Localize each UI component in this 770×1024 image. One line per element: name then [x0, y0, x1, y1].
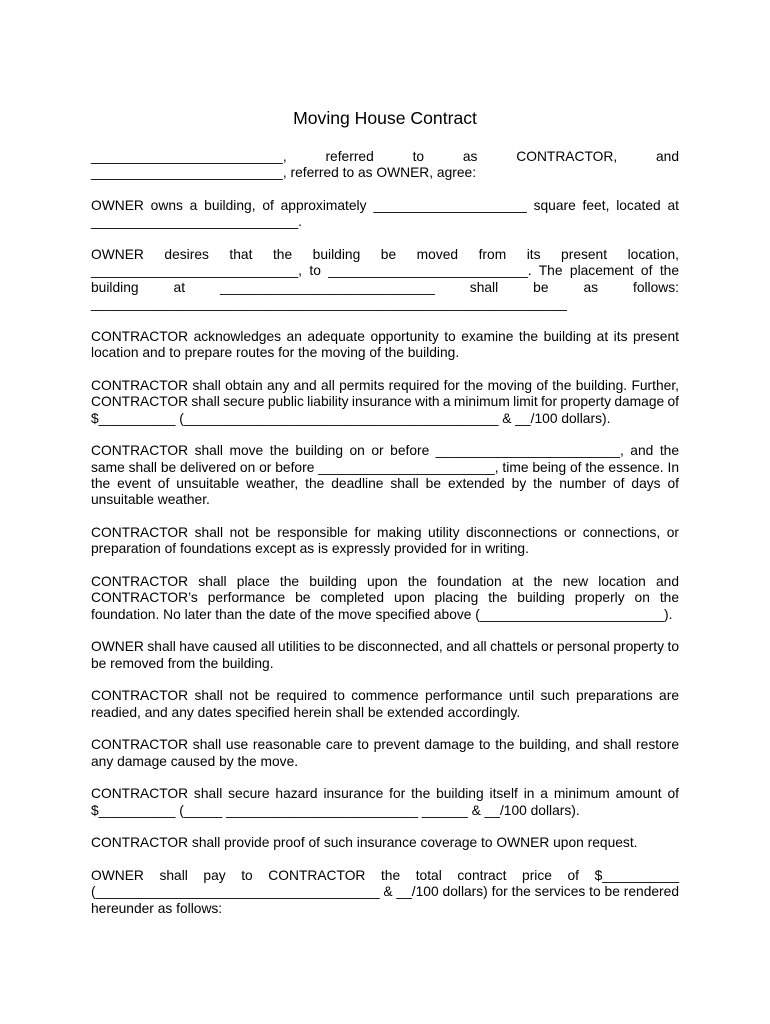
- clause-line: CONTRACTOR shall provide proof of such insurance coverage to OWNER upon request.: [91, 835, 638, 851]
- clause-line: OWNER shall pay to CONTRACTOR the total contract price of $__________: [91, 868, 679, 884]
- clause-line: CONTRACTOR shall place the building upon the foundation at the new location and: [91, 573, 679, 589]
- placement-clause: [91, 574, 679, 623]
- clause-line: preparation of foundations except as is expressly provided for in writing.: [91, 541, 529, 557]
- clause-line: CONTRACTOR shall use reasonable care to prevent damage to the building, and shall restore: [91, 737, 679, 753]
- care-clause: [91, 737, 679, 770]
- clause-line: foundation. No later than the date of the move specified above (________________________).: [91, 606, 673, 622]
- clause-line: CONTRACTOR shall not be responsible for making utility disconnections or connections, or: [91, 524, 679, 540]
- owner-preparation-clause: [91, 639, 679, 672]
- clause-line: CONTRACTOR’s performance be completed upon placing the building properly on the: [91, 590, 679, 606]
- clause-line: OWNER desires that the building be moved from its present location,: [91, 247, 679, 263]
- clause-line: CONTRACTOR acknowledges an adequate opportunity to examine the building at its present: [91, 328, 679, 344]
- contract-body: [91, 149, 679, 934]
- clause-line: CONTRACTOR shall secure hazard insurance for the building itself in a minimum amount of: [91, 786, 679, 802]
- clause-line: _________________________, referred to as OWNER, agree:: [91, 165, 477, 181]
- document-title: Moving House Contract: [293, 108, 477, 128]
- hazard-insurance-clause: [91, 786, 679, 819]
- clause-line: CONTRACTOR shall move the building on or before ________________________, and the: [91, 443, 679, 459]
- clause-line: hereunder as follows:: [91, 900, 223, 916]
- clause-line: CONTRACTOR shall not be required to commence performance until such preparations are: [91, 688, 679, 704]
- clause-line: the event of unsuitable weather, the deadline shall be extended by the number of days of: [91, 475, 679, 491]
- clause-line: $__________ (_____ _________________________ ______ & __/100 dollars).: [91, 802, 580, 818]
- clause-line: $__________ (_________________________________________ & __/100 dollars).: [91, 410, 611, 426]
- clause-line: CONTRACTOR shall secure public liability insurance with a minimum limit for property damage of: [91, 394, 679, 410]
- proof-of-insurance-clause: [91, 835, 679, 851]
- clause-line: building at ____________________________ shall be as follows:: [91, 279, 679, 295]
- relocation-clause: [91, 247, 679, 312]
- clause-line: OWNER shall have caused all utilities to be disconnected, and all chattels or personal property to: [91, 639, 679, 655]
- building-description-clause: [91, 198, 679, 231]
- schedule-clause: [91, 443, 679, 508]
- parties-clause: [91, 149, 679, 182]
- clause-line: same shall be delivered on or before _______________________, time being of the essence. In: [91, 459, 679, 475]
- clause-line: location and to prepare routes for the moving of the building.: [91, 345, 460, 361]
- permits-insurance-clause: [91, 378, 679, 427]
- clause-line: OWNER owns a building, of approximately ____________________ square feet, located at: [91, 198, 679, 214]
- clause-line: unsuitable weather.: [91, 492, 210, 508]
- clause-line: CONTRACTOR shall obtain any and all permits required for the moving of the building. Further,: [91, 377, 679, 393]
- clause-line: readied, and any dates specified herein shall be extended accordingly.: [91, 704, 521, 720]
- clause-line: ______________________________________________________________: [91, 296, 567, 312]
- clause-line: any damage caused by the move.: [91, 753, 299, 769]
- utilities-responsibility-clause: [91, 525, 679, 558]
- clause-line: (_____________________________________ & __/100 dollars) for the services to be rendered: [91, 884, 679, 900]
- inspection-clause: [91, 329, 679, 362]
- clause-line: ___________________________.: [91, 214, 303, 230]
- clause-line: ___________________________, to __________________________. The placement of the: [91, 263, 679, 279]
- commencement-clause: [91, 688, 679, 721]
- clause-line: be removed from the building.: [91, 655, 274, 671]
- clause-line: _________________________, referred to as CONTRACTOR, and: [91, 149, 679, 164]
- payment-clause: [91, 868, 679, 917]
